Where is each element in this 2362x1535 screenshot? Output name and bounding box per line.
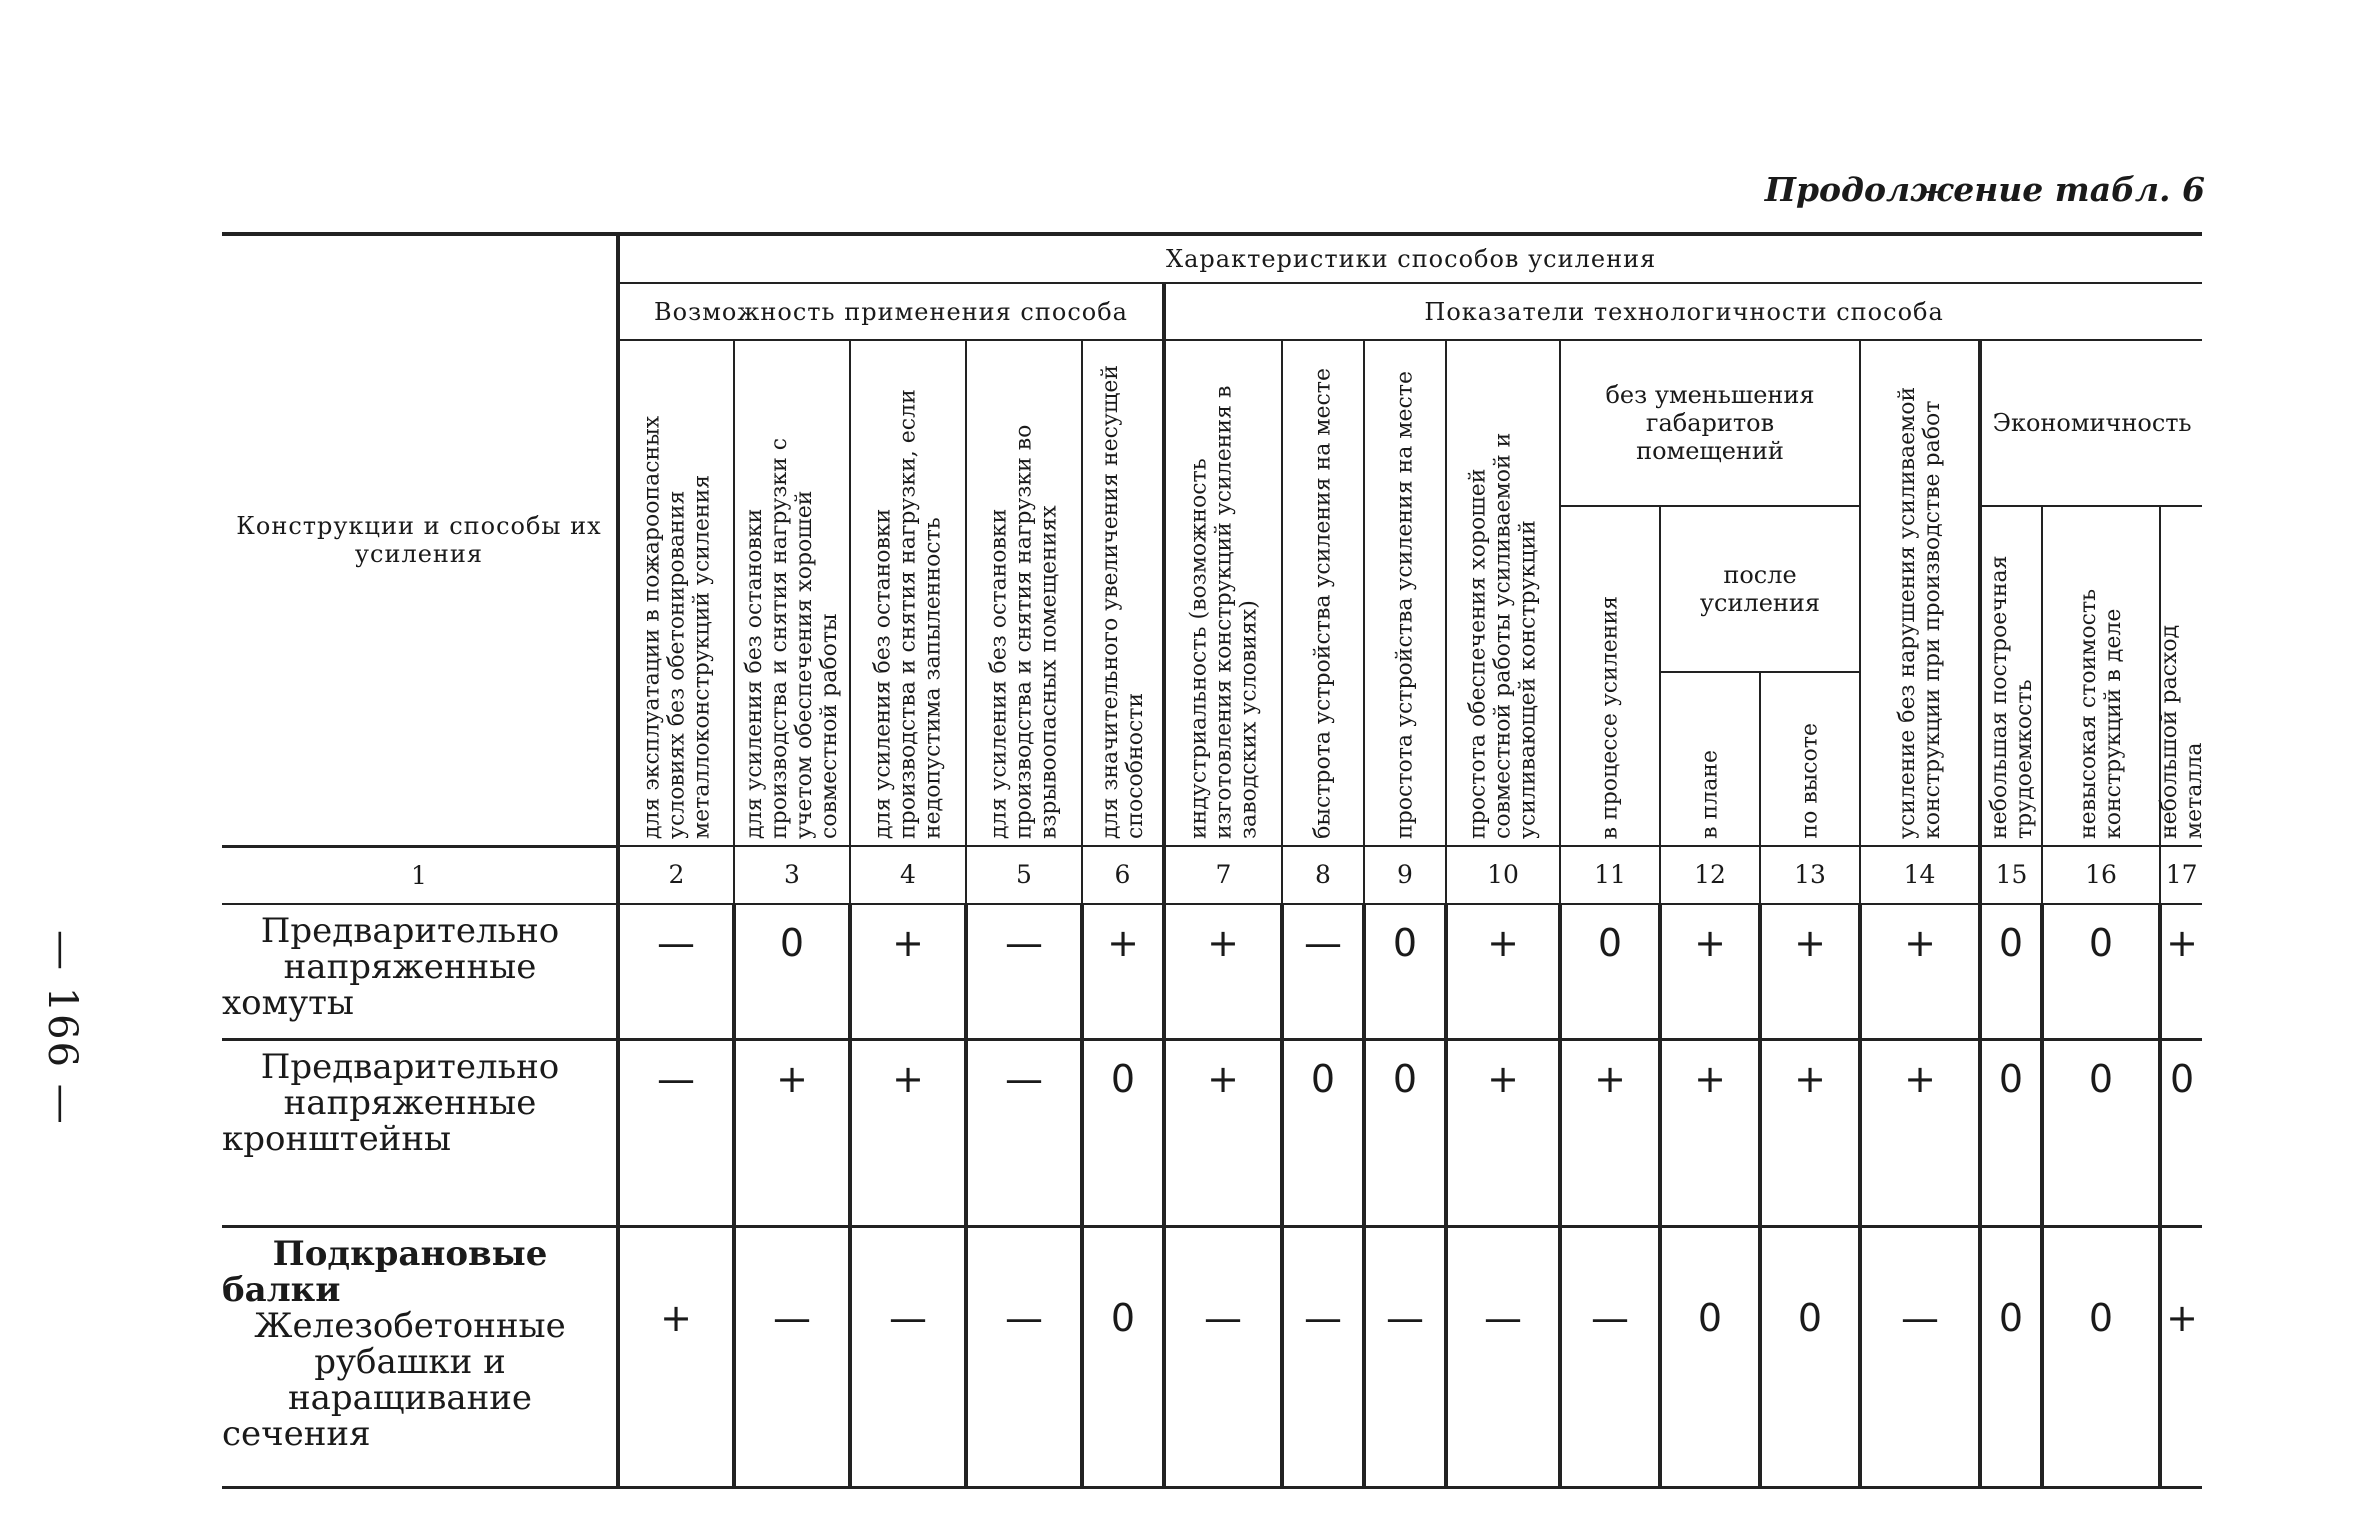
value-cell: 0 [1364, 1039, 1446, 1226]
row-label: Железобетонные рубашки и наращивание сечения [222, 1305, 566, 1454]
value-cell: — [850, 1226, 966, 1487]
value-cell: + [1760, 904, 1860, 1040]
reinforcement-table [222, 232, 2207, 1489]
col-header-13-text: по высоте [1797, 723, 1823, 839]
no-reduction-group-text: без уменьшения габаритов помещений [1605, 381, 1815, 465]
value-cell: — [1560, 1226, 1660, 1487]
col-header-2-text: для эксплуатации в пожароопасных условиях без обетонирования металлоконструкций усиления [639, 415, 714, 839]
value-cell: + [1164, 904, 1282, 1040]
col-header-16 [2042, 506, 2160, 846]
col-header-7-text: индустриальность (возможность изготовления конструкций усиления в заводских условиях) [1186, 385, 1261, 839]
applicability-group-header: Возможность применения способа [618, 283, 1164, 340]
col-header-9-text: простота устройства усиления на месте [1392, 371, 1418, 839]
table-continuation-caption: Продолжение табл. 6 [1764, 170, 2205, 209]
column-number: 7 [1164, 846, 1282, 904]
value-cell: — [1446, 1226, 1560, 1487]
table-row [222, 1226, 2202, 1487]
column-number: 4 [850, 846, 966, 904]
column-number: 5 [966, 846, 1082, 904]
row-label-cell [222, 1039, 618, 1226]
column-number: 6 [1082, 846, 1164, 904]
column-number: 15 [1980, 846, 2042, 904]
value-cell: 0 [1282, 1039, 1364, 1226]
value-cell: + [2160, 904, 2202, 1040]
col-header-11-text: в процессе усиления [1597, 595, 1623, 839]
value-cell: — [1860, 1226, 1980, 1487]
value-cell: — [1282, 1226, 1364, 1487]
no-reduction-group-header [1560, 340, 1860, 506]
after-strengthening-group-header [1660, 506, 1860, 672]
value-cell: + [1446, 1039, 1560, 1226]
column-number: 9 [1364, 846, 1446, 904]
column-number: 14 [1860, 846, 1980, 904]
col-header-3 [734, 340, 850, 846]
value-cell: 0 [1364, 904, 1446, 1040]
col-header-5 [966, 340, 1082, 846]
page-number: — 166 — [39, 930, 85, 1126]
column-number: 17 [2160, 846, 2202, 904]
column-number: 8 [1282, 846, 1364, 904]
value-cell: + [1164, 1039, 1282, 1226]
value-cell: + [1446, 904, 1560, 1040]
after-strengthening-group-text: после усиления [1699, 561, 1821, 617]
technology-group-header: Показатели технологичности способа [1164, 283, 2202, 340]
column-number: 1 [222, 846, 618, 904]
economy-group-header [1980, 340, 2202, 506]
column-number: 12 [1660, 846, 1760, 904]
col-header-15 [1980, 506, 2042, 846]
value-cell: — [618, 904, 734, 1040]
col-header-11 [1560, 506, 1660, 846]
column-number: 2 [618, 846, 734, 904]
value-cell: + [1860, 904, 1980, 1040]
col-header-14-text: усиление без нарушения усиливаемой конструкции при производстве работ [1894, 386, 1945, 839]
col-header-17-text: небольшой расход металла [2156, 624, 2207, 839]
value-cell: + [618, 1226, 734, 1487]
col-header-6-text: для значительного увеличения несущей способности [1097, 364, 1148, 839]
col-header-15-text: небольшая построечная трудоемкость [1986, 555, 2037, 839]
col-header-8 [1282, 340, 1364, 846]
value-cell: — [1282, 904, 1364, 1040]
value-cell: + [850, 1039, 966, 1226]
col-header-10-text: простота обеспечения хорошей совместной работы усиливаемой и усиливающей конструкций [1465, 432, 1541, 839]
table-row [222, 904, 2202, 1040]
value-cell: + [1082, 904, 1164, 1040]
col-header-13 [1760, 672, 1860, 846]
value-cell: + [1860, 1039, 1980, 1226]
column-number: 16 [2042, 846, 2160, 904]
value-cell: + [1660, 1039, 1760, 1226]
characteristics-header: Характеристики способов усиления [618, 234, 2202, 283]
value-cell: 0 [1760, 1226, 1860, 1487]
value-cell: — [966, 1039, 1082, 1226]
col-header-5-text: для усиления без остановки производства и снятия нагрузки во взрывоопасных помещениях [986, 424, 1062, 839]
row-header-cell [222, 234, 618, 846]
value-cell: + [1560, 1039, 1660, 1226]
row-group-title: Подкрановые балки [222, 1233, 548, 1310]
row-header: Конструкции и способы их усиления [236, 512, 602, 569]
value-cell: — [734, 1226, 850, 1487]
value-cell: + [734, 1039, 850, 1226]
value-cell: 0 [1980, 1226, 2042, 1487]
value-cell: 0 [2042, 1039, 2160, 1226]
col-header-9 [1364, 340, 1446, 846]
economy-group-text: Экономичность [1992, 409, 2192, 437]
value-cell: 0 [1660, 1226, 1760, 1487]
row-label: Предварительно напряженные кронштейны [222, 1046, 560, 1159]
value-cell: + [2160, 1226, 2202, 1487]
value-cell: — [1364, 1226, 1446, 1487]
value-cell: 0 [1082, 1039, 1164, 1226]
col-header-4 [850, 340, 966, 846]
value-cell: — [1164, 1226, 1282, 1487]
value-cell: — [966, 904, 1082, 1040]
col-header-12-text: в плане [1697, 750, 1723, 839]
value-cell: — [966, 1226, 1082, 1487]
value-cell: 0 [1560, 904, 1660, 1040]
value-cell: + [1660, 904, 1760, 1040]
col-header-2 [618, 340, 734, 846]
value-cell: 0 [2160, 1039, 2202, 1226]
col-header-8-text: быстрота устройства усиления на месте [1310, 368, 1336, 839]
value-cell: 0 [734, 904, 850, 1040]
col-header-14 [1860, 340, 1980, 846]
column-numbers-row [222, 846, 2202, 904]
column-number: 10 [1446, 846, 1560, 904]
col-header-6 [1082, 340, 1164, 846]
column-number: 11 [1560, 846, 1660, 904]
value-cell: 0 [2042, 1226, 2160, 1487]
value-cell: 0 [1980, 1039, 2042, 1226]
value-cell: 0 [1082, 1226, 1164, 1487]
value-cell: + [850, 904, 966, 1040]
col-header-7 [1164, 340, 1282, 846]
col-header-16-text: невысокая стоимость конструкций в деле [2076, 588, 2126, 839]
row-label-cell [222, 1226, 618, 1487]
col-header-4-text: для усиления без остановки производства и снятия нагрузки, если недопустима запыленность [870, 389, 946, 839]
col-header-12 [1660, 672, 1760, 846]
value-cell: 0 [1980, 904, 2042, 1040]
col-header-3-text: для усиления без остановки производства и снятия нагрузки с учетом обеспечения хорошей совместной работы [742, 437, 842, 839]
value-cell: 0 [2042, 904, 2160, 1040]
table-row [222, 1039, 2202, 1226]
value-cell: — [618, 1039, 734, 1226]
row-label-cell [222, 904, 618, 1040]
value-cell: + [1760, 1039, 1860, 1226]
column-number: 13 [1760, 846, 1860, 904]
col-header-10 [1446, 340, 1560, 846]
row-label: Предварительно напряженные хомуты [222, 910, 560, 1023]
col-header-17 [2156, 506, 2207, 846]
column-number: 3 [734, 846, 850, 904]
